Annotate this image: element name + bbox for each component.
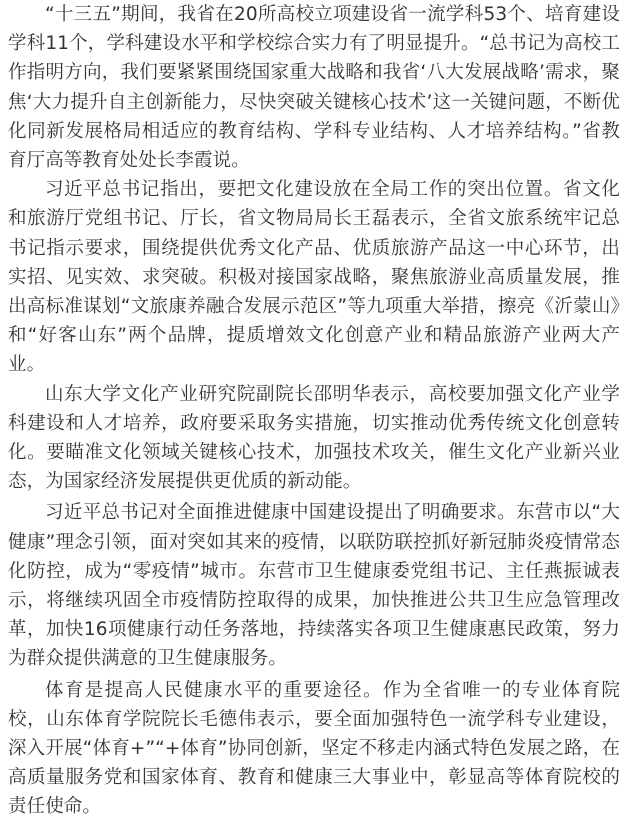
paragraph-health: 习近平总书记对全面推进健康中国建设提出了明确要求。东营市以“大健康”理念引领，面对突如其来的疫情，以联防联控抓好新冠肺炎疫情常态化防控，成为“零疫情”城市。东营市卫生健康委党组书记、主任燕振诚表示，将继续巩固全市疫情防控取得的成果，加快推进公共卫生应急管理改革，加快16项健康行动任务落地，持续落实各项卫生健康惠民政策，努力为群众提供满意的卫生健康服务。 [8,502,620,670]
paragraph-culture-tourism: 习近平总书记指出，要把文化建设放在全局工作的突出位置。省文化和旅游厅党组书记、厅长，省文物局局长王磊表示，全省文旅系统牢记总书记指示要求，围绕提供优秀文化产品、优质旅游产品这一中心环节，出实招、见实效、求突破。积极对接国家战略，聚焦旅游业高质量发展，推出高标准谋划“文旅康养融合发展示范区”等九项重大举措，擦亮《沂蒙山》和“好客山东”两个品牌，提质增效文化创意产业和精品旅游产业两大产业。 [8,179,620,376]
paragraph-sports: 体育是提高人民健康水平的重要途径。作为全省唯一的专业体育院校，山东体育学院院长毛德伟表示，要全面加强特色一流学科专业建设，深入开展“体育+”“+体育”协同创新，坚定不移走内涵式特色发展之路，在高质量服务党和国家体育、教育和健康三大事业中，彰显高等体育院校的责任使命。 [8,679,620,818]
paragraph-cultural-industry: 山东大学文化产业研究院副院长邵明华表示，高校要加强文化产业学科建设和人才培养，政府要采取务实措施，切实推动优秀传统文化创意转化。要瞄准文化领域关键核心技术，加强技术攻关，催生文化产业新兴业态，为国家经济发展提供更优质的新动能。 [8,383,620,493]
paragraph-education: “十三五”期间，我省在20所高校立项建设省一流学科53个、培育建设学科11个，学科建设水平和学校综合实力有了明显提升。“总书记为高校工作指明方向，我们要紧紧围绕国家重大战略和我省‘八大发展战略’需求，聚焦‘大力提升自主创新能力，尽快突破关键核心技术’这一关键问题，不断优化同新发展格局相适应的教育结构、学科专业结构、人才培养结构。”省教育厅高等教育处处长李霞说。 [8,4,620,172]
